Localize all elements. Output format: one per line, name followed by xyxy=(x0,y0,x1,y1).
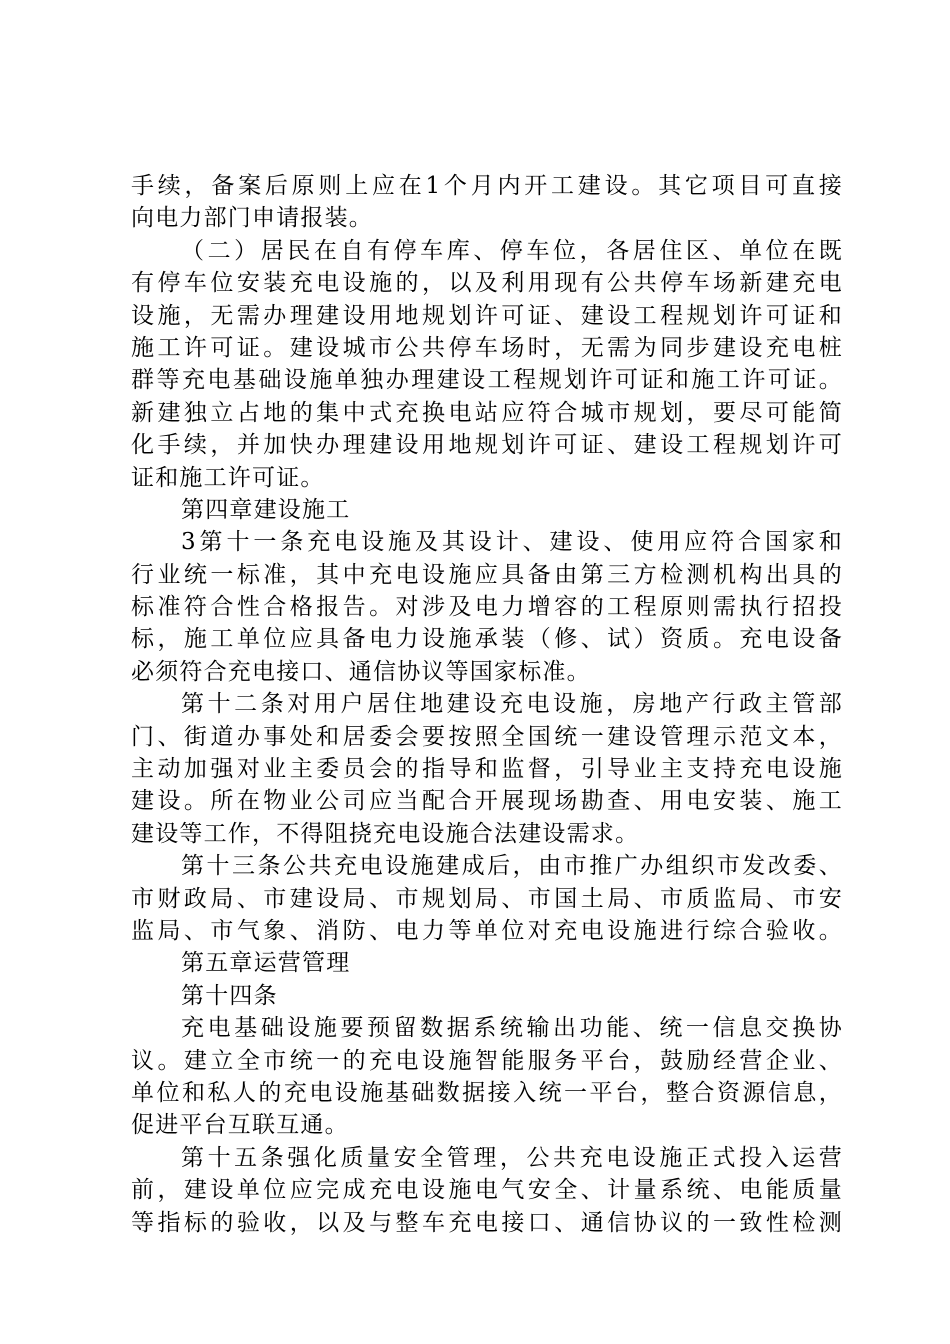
text-line: 议。建立全市统一的充电设施智能服务平台，鼓励经营企业、 xyxy=(131,1047,843,1074)
text-line: 向电力部门申请报装。 xyxy=(131,205,373,232)
text-line: 必须符合充电接口、通信协议等国家标准。 xyxy=(131,658,591,685)
text-line: 标准符合性合格报告。对涉及电力增容的工程原则需执行招投 xyxy=(131,594,843,621)
text-line: 第十二条对用户居住地建设充电设施，房地产行政主管部 xyxy=(181,691,843,718)
text-line: 第十四条 xyxy=(181,982,278,1009)
text-line: 前，建设单位应完成充电设施电气安全、计量系统、电能质量 xyxy=(131,1177,843,1204)
text-line: 等指标的验收，以及与整车充电接口、通信协议的一致性检测 xyxy=(131,1209,843,1236)
text-line: 主动加强对业主委员会的指导和监督，引导业主支持充电设施 xyxy=(131,756,843,783)
text-line: 门、街道办事处和居委会要按照全国统一建设管理示范文本， xyxy=(131,723,843,750)
text-line: 第五章运营管理 xyxy=(181,950,351,977)
text-line: 市财政局、市建设局、市规划局、市国土局、市质监局、市安 xyxy=(131,885,843,912)
text-line: 3第十一条充电设施及其设计、建设、使用应符合国家和 xyxy=(181,529,843,556)
text-line: 第四章建设施工 xyxy=(181,496,351,523)
text-line: 证和施工许可证。 xyxy=(131,464,325,491)
text-line: 施工许可证。建设城市公共停车场时，无需为同步建设充电桩 xyxy=(131,334,843,361)
text-line: 单位和私人的充电设施基础数据接入统一平台，整合资源信息， xyxy=(131,1079,843,1106)
text-line: 化手续，并加快办理建设用地规划许可证、建设工程规划许可 xyxy=(131,432,843,459)
text-line: 有停车位安装充电设施的，以及利用现有公共停车场新建充电 xyxy=(131,270,843,297)
text-line: 第十五条强化质量安全管理，公共充电设施正式投入运营 xyxy=(181,1144,843,1171)
text-line: 手续，备案后原则上应在1个月内开工建设。其它项目可直接 xyxy=(131,173,843,199)
body-text xyxy=(131,170,843,1239)
text-line: 建设等工作，不得阻挠充电设施合法建设需求。 xyxy=(131,820,640,847)
text-line: 建设。所在物业公司应当配合开展现场勘查、用电安装、施工 xyxy=(131,788,843,815)
text-line: 第十三条公共充电设施建成后，由市推广办组织市发改委、 xyxy=(181,853,843,880)
text-line: （二）居民在自有停车库、停车位，各居住区、单位在既 xyxy=(181,237,843,264)
text-line: 新建独立占地的集中式充换电站应符合城市规划，要尽可能简 xyxy=(131,399,843,426)
text-line: 设施，无需办理建设用地规划许可证、建设工程规划许可证和 xyxy=(131,302,843,329)
text-line: 标，施工单位应具备电力设施承装（修、试）资质。充电设备 xyxy=(131,626,843,653)
text-line: 群等充电基础设施单独办理建设工程规划许可证和施工许可证。 xyxy=(131,367,843,394)
text-line: 促进平台互联互通。 xyxy=(131,1112,349,1139)
text-line: 监局、市气象、消防、电力等单位对充电设施进行综合验收。 xyxy=(131,917,843,944)
text-line: 充电基础设施要预留数据系统输出功能、统一信息交换协 xyxy=(181,1015,843,1042)
text-line: 行业统一标准，其中充电设施应具备由第三方检测机构出具的 xyxy=(131,561,843,588)
